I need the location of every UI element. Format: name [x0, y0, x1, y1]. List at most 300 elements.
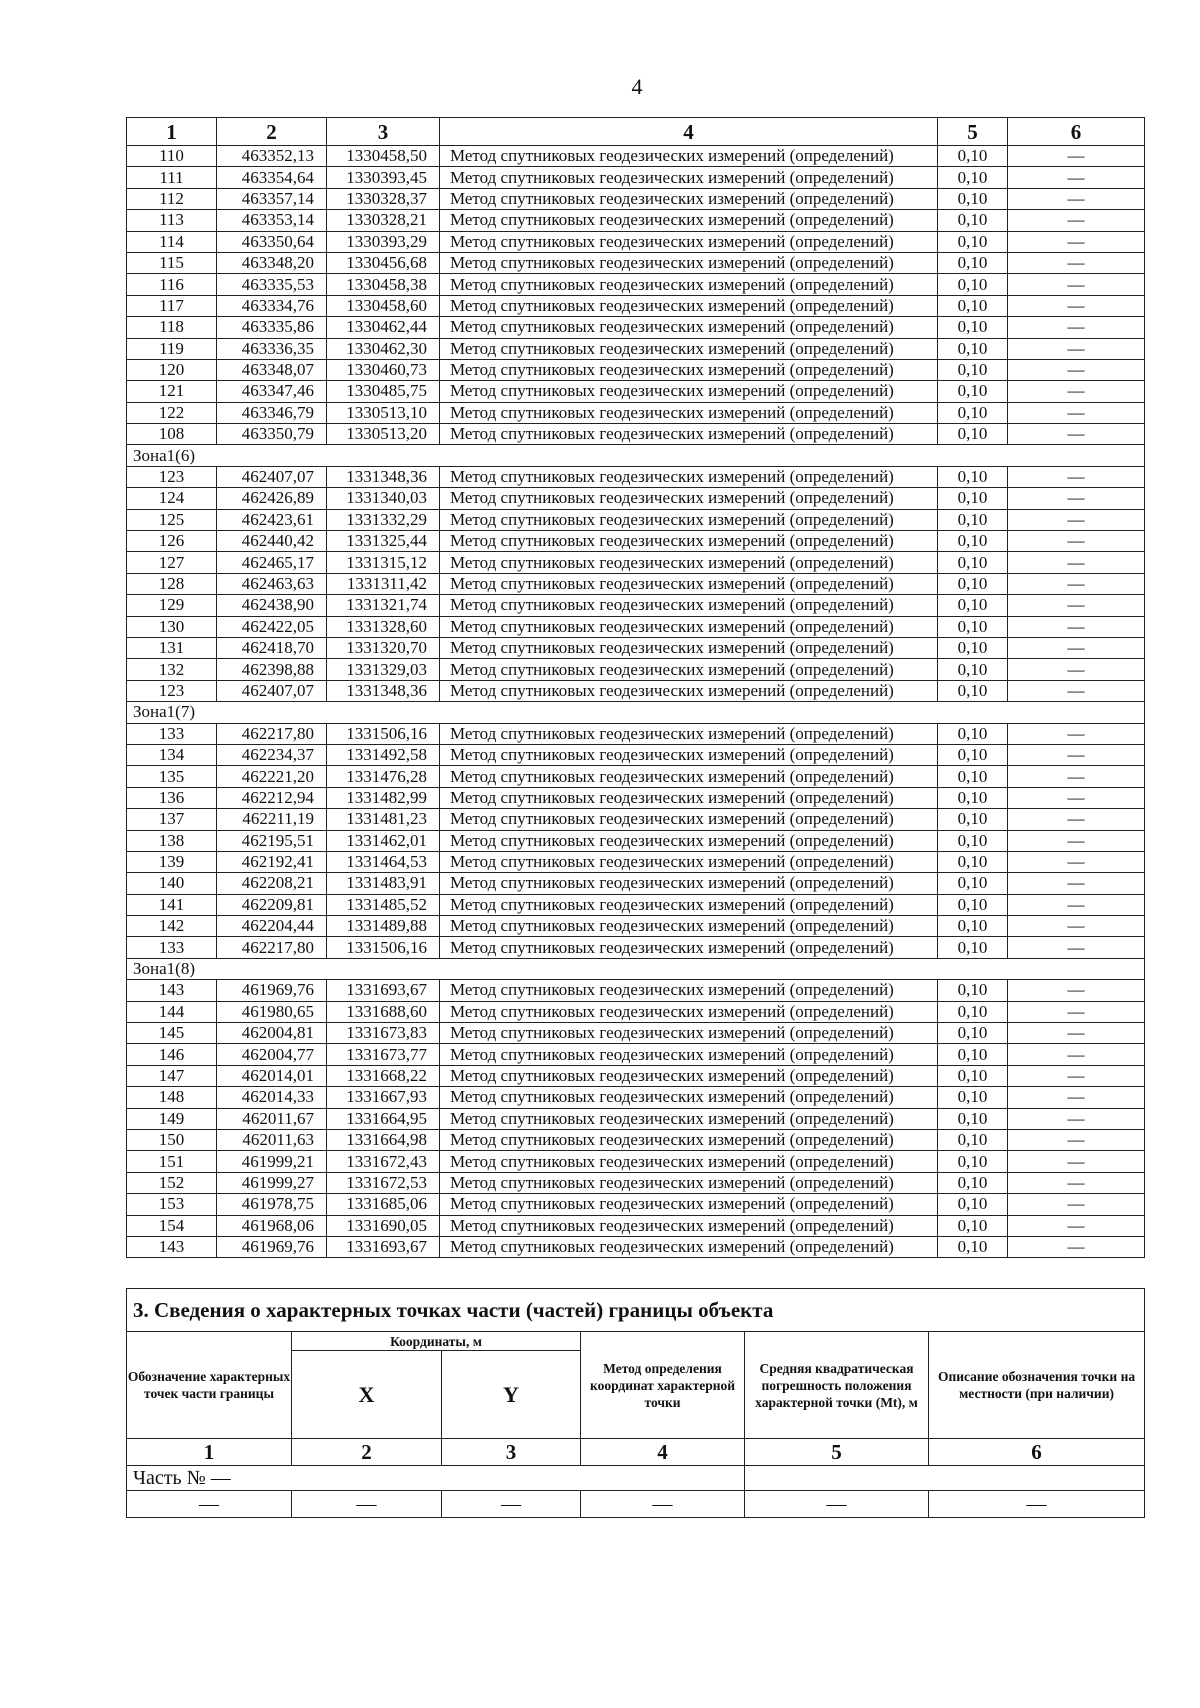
- y-coordinate: 1331311,42: [327, 573, 440, 594]
- column-number: 5: [745, 1439, 929, 1466]
- description-cell: —: [1008, 787, 1145, 808]
- point-number: 139: [127, 851, 217, 872]
- boundary-parts-table: [126, 1288, 1145, 1518]
- header-cell: 1: [127, 118, 217, 146]
- method-cell: Метод спутниковых геодезических измерений (определений): [440, 595, 938, 616]
- point-number: 110: [127, 146, 217, 167]
- x-coordinate: 462463,63: [217, 573, 327, 594]
- y-coordinate: 1330456,68: [327, 252, 440, 273]
- x-coordinate: 463352,13: [217, 146, 327, 167]
- zone-label: Зона1(7): [127, 702, 1145, 723]
- y-coordinate: 1331664,98: [327, 1129, 440, 1150]
- table-row: [127, 1129, 1145, 1150]
- x-coordinate: 461999,21: [217, 1151, 327, 1172]
- x-coordinate: 462465,17: [217, 552, 327, 573]
- table-row: [127, 188, 1145, 209]
- method-cell: Метод спутниковых геодезических измерений (определений): [440, 1001, 938, 1022]
- point-number: 149: [127, 1108, 217, 1129]
- description-cell: —: [1008, 381, 1145, 402]
- x-coordinate: 462407,07: [217, 680, 327, 701]
- description-cell: —: [1008, 338, 1145, 359]
- table-row: [127, 488, 1145, 509]
- method-cell: Метод спутниковых геодезических измерений (определений): [440, 188, 938, 209]
- y-coordinate: 1330462,30: [327, 338, 440, 359]
- x-coordinate: 462209,81: [217, 894, 327, 915]
- x-coordinate: 461999,27: [217, 1172, 327, 1193]
- point-number: 142: [127, 916, 217, 937]
- table-row: [127, 509, 1145, 530]
- part-label: Часть № —: [127, 1466, 745, 1491]
- table-row: [127, 146, 1145, 167]
- x-coordinate: 462195,51: [217, 830, 327, 851]
- table-row: [127, 595, 1145, 616]
- method-cell: Метод спутниковых геодезических измерений (определений): [440, 317, 938, 338]
- accuracy-cell: 0,10: [938, 552, 1008, 573]
- method-cell: Метод спутниковых геодезических измерений (определений): [440, 787, 938, 808]
- zone-row: [127, 958, 1145, 979]
- accuracy-cell: 0,10: [938, 210, 1008, 231]
- table-row: [127, 637, 1145, 658]
- accuracy-cell: 0,10: [938, 1215, 1008, 1236]
- y-coordinate: 1331685,06: [327, 1194, 440, 1215]
- accuracy-cell: 0,10: [938, 531, 1008, 552]
- accuracy-cell: 0,10: [938, 937, 1008, 958]
- y-coordinate: 1330460,73: [327, 359, 440, 380]
- method-cell: Метод спутниковых геодезических измерений (определений): [440, 873, 938, 894]
- x-coordinate: 463336,35: [217, 338, 327, 359]
- y-coordinate: 1331315,12: [327, 552, 440, 573]
- x-coordinate: 463346,79: [217, 402, 327, 423]
- method-cell: Метод спутниковых геодезических измерений (определений): [440, 1108, 938, 1129]
- y-coordinate: 1331462,01: [327, 830, 440, 851]
- accuracy-cell: 0,10: [938, 1001, 1008, 1022]
- header-cell: 6: [1008, 118, 1145, 146]
- method-cell: Метод спутниковых геодезических измерений (определений): [440, 295, 938, 316]
- accuracy-cell: 0,10: [938, 723, 1008, 744]
- table-header-row: [127, 118, 1145, 146]
- description-cell: —: [1008, 488, 1145, 509]
- x-coordinate: 462004,77: [217, 1044, 327, 1065]
- point-number: 145: [127, 1023, 217, 1044]
- table-row: [127, 916, 1145, 937]
- x-coordinate: 462014,33: [217, 1087, 327, 1108]
- x-coordinate: 463348,07: [217, 359, 327, 380]
- designation-header: Обозначение характерных точек части границы: [127, 1332, 292, 1439]
- accuracy-header: Средняя квадратическая погрешность положения характерной точки (Mt), м: [745, 1332, 929, 1439]
- x-coordinate: 462192,41: [217, 851, 327, 872]
- description-cell: —: [1008, 573, 1145, 594]
- method-cell: Метод спутниковых геодезических измерений (определений): [440, 980, 938, 1001]
- accuracy-cell: 0,10: [938, 894, 1008, 915]
- y-coordinate: 1331320,70: [327, 637, 440, 658]
- y-coordinate: 1331332,29: [327, 509, 440, 530]
- header-cell: 4: [440, 118, 938, 146]
- description-cell: —: [1008, 1023, 1145, 1044]
- y-coordinate: 1331690,05: [327, 1215, 440, 1236]
- accuracy-cell: 0,10: [938, 744, 1008, 765]
- table-row: [127, 659, 1145, 680]
- x-coordinate: 463350,64: [217, 231, 327, 252]
- table-row: [127, 1044, 1145, 1065]
- description-cell: —: [1008, 231, 1145, 252]
- point-number: 151: [127, 1151, 217, 1172]
- method-cell: Метод спутниковых геодезических измерений (определений): [440, 680, 938, 701]
- y-coordinate: 1330485,75: [327, 381, 440, 402]
- header-cell: 2: [217, 118, 327, 146]
- point-number: 129: [127, 595, 217, 616]
- description-cell: —: [1008, 659, 1145, 680]
- accuracy-cell: 0,10: [938, 1129, 1008, 1150]
- accuracy-cell: 0,10: [938, 1236, 1008, 1257]
- point-number: 131: [127, 637, 217, 658]
- method-cell: Метод спутниковых геодезических измерений (определений): [440, 274, 938, 295]
- point-number: 123: [127, 680, 217, 701]
- method-cell: Метод спутниковых геодезических измерений (определений): [440, 552, 938, 573]
- method-cell: Метод спутниковых геодезических измерений (определений): [440, 531, 938, 552]
- y-coordinate: 1331673,77: [327, 1044, 440, 1065]
- description-cell: —: [1008, 1108, 1145, 1129]
- accuracy-cell: 0,10: [938, 1087, 1008, 1108]
- description-cell: —: [1008, 1001, 1145, 1022]
- table-row: [127, 1194, 1145, 1215]
- description-cell: —: [1008, 509, 1145, 530]
- table-row: [127, 1151, 1145, 1172]
- point-number: 152: [127, 1172, 217, 1193]
- point-number: 119: [127, 338, 217, 359]
- point-number: 114: [127, 231, 217, 252]
- y-coordinate: 1331348,36: [327, 466, 440, 487]
- accuracy-cell: 0,10: [938, 1065, 1008, 1086]
- description-cell: —: [1008, 1129, 1145, 1150]
- method-cell: Метод спутниковых геодезических измерений (определений): [440, 809, 938, 830]
- coordinates-table: [126, 117, 1145, 1258]
- accuracy-cell: 0,10: [938, 146, 1008, 167]
- table-row: [127, 1108, 1145, 1129]
- empty-cell: —: [292, 1491, 442, 1518]
- y-coordinate: 1331667,93: [327, 1087, 440, 1108]
- accuracy-cell: 0,10: [938, 980, 1008, 1001]
- point-number: 146: [127, 1044, 217, 1065]
- y-coordinate: 1330513,20: [327, 424, 440, 445]
- table-row: [127, 873, 1145, 894]
- description-cell: —: [1008, 851, 1145, 872]
- table-row: [127, 830, 1145, 851]
- method-cell: Метод спутниковых геодезических измерений (определений): [440, 766, 938, 787]
- x-coordinate: 461978,75: [217, 1194, 327, 1215]
- method-cell: Метод спутниковых геодезических измерений (определений): [440, 1236, 938, 1257]
- method-cell: Метод спутниковых геодезических измерений (определений): [440, 466, 938, 487]
- x-coordinate: 463347,46: [217, 381, 327, 402]
- point-number: 127: [127, 552, 217, 573]
- accuracy-cell: 0,10: [938, 424, 1008, 445]
- y-coordinate: 1330393,45: [327, 167, 440, 188]
- y-coordinate: 1331672,53: [327, 1172, 440, 1193]
- point-number: 143: [127, 980, 217, 1001]
- accuracy-cell: 0,10: [938, 873, 1008, 894]
- x-coordinate: 463335,86: [217, 317, 327, 338]
- description-cell: —: [1008, 552, 1145, 573]
- y-coordinate: 1331464,53: [327, 851, 440, 872]
- x-coordinate: 462440,42: [217, 531, 327, 552]
- table-row: [127, 210, 1145, 231]
- x-coordinate: 462217,80: [217, 937, 327, 958]
- y-coordinate: 1330513,10: [327, 402, 440, 423]
- y-coordinate: 1331328,60: [327, 616, 440, 637]
- y-coordinate: 1331489,88: [327, 916, 440, 937]
- point-number: 121: [127, 381, 217, 402]
- accuracy-cell: 0,10: [938, 167, 1008, 188]
- table-row: [127, 680, 1145, 701]
- accuracy-cell: 0,10: [938, 252, 1008, 273]
- method-cell: Метод спутниковых геодезических измерений (определений): [440, 1129, 938, 1150]
- point-number: 120: [127, 359, 217, 380]
- table-row: [127, 937, 1145, 958]
- zone-row: [127, 445, 1145, 466]
- point-number: 133: [127, 937, 217, 958]
- column-number: 4: [581, 1439, 745, 1466]
- y-coordinate: 1331664,95: [327, 1108, 440, 1129]
- x-coordinate: 462418,70: [217, 637, 327, 658]
- description-cell: —: [1008, 402, 1145, 423]
- method-cell: Метод спутниковых геодезических измерений (определений): [440, 359, 938, 380]
- table-row: [127, 787, 1145, 808]
- point-number: 147: [127, 1065, 217, 1086]
- accuracy-cell: 0,10: [938, 787, 1008, 808]
- y-coordinate: 1331506,16: [327, 937, 440, 958]
- table-row: [127, 466, 1145, 487]
- point-number: 122: [127, 402, 217, 423]
- method-cell: Метод спутниковых геодезических измерений (определений): [440, 381, 938, 402]
- description-cell: —: [1008, 809, 1145, 830]
- table-row: [127, 252, 1145, 273]
- point-number: 150: [127, 1129, 217, 1150]
- empty-cell: —: [127, 1491, 292, 1518]
- accuracy-cell: 0,10: [938, 637, 1008, 658]
- method-cell: Метод спутниковых геодезических измерений (определений): [440, 573, 938, 594]
- method-cell: Метод спутниковых геодезических измерений (определений): [440, 659, 938, 680]
- description-cell: —: [1008, 188, 1145, 209]
- x-coordinate: 461968,06: [217, 1215, 327, 1236]
- x-coordinate: 462426,89: [217, 488, 327, 509]
- method-cell: Метод спутниковых геодезических измерений (определений): [440, 723, 938, 744]
- y-header: Y: [442, 1351, 581, 1439]
- y-coordinate: 1330458,60: [327, 295, 440, 316]
- point-number: 153: [127, 1194, 217, 1215]
- accuracy-cell: 0,10: [938, 1023, 1008, 1044]
- description-cell: —: [1008, 424, 1145, 445]
- x-coordinate: 463334,76: [217, 295, 327, 316]
- table-row: [127, 1172, 1145, 1193]
- method-cell: Метод спутниковых геодезических измерений (определений): [440, 1151, 938, 1172]
- accuracy-cell: 0,10: [938, 616, 1008, 637]
- part-empty-cell: [745, 1466, 1145, 1491]
- point-number: 124: [127, 488, 217, 509]
- x-coordinate: 462438,90: [217, 595, 327, 616]
- column-number: 2: [292, 1439, 442, 1466]
- point-number: 137: [127, 809, 217, 830]
- x-coordinate: 463350,79: [217, 424, 327, 445]
- description-cell: —: [1008, 1065, 1145, 1086]
- table-row: [127, 402, 1145, 423]
- x-coordinate: 462234,37: [217, 744, 327, 765]
- description-cell: —: [1008, 1194, 1145, 1215]
- table-row: [127, 552, 1145, 573]
- description-cell: —: [1008, 146, 1145, 167]
- x-coordinate: 462422,05: [217, 616, 327, 637]
- method-cell: Метод спутниковых геодезических измерений (определений): [440, 937, 938, 958]
- y-coordinate: 1331340,03: [327, 488, 440, 509]
- y-coordinate: 1330328,21: [327, 210, 440, 231]
- point-number: 140: [127, 873, 217, 894]
- x-coordinate: 462208,21: [217, 873, 327, 894]
- accuracy-cell: 0,10: [938, 1108, 1008, 1129]
- table-row: [127, 980, 1145, 1001]
- x-header: X: [292, 1351, 442, 1439]
- point-number: 135: [127, 766, 217, 787]
- method-cell: Метод спутниковых геодезических измерений (определений): [440, 231, 938, 252]
- point-number: 134: [127, 744, 217, 765]
- accuracy-cell: 0,10: [938, 1151, 1008, 1172]
- accuracy-cell: 0,10: [938, 359, 1008, 380]
- table-row: [127, 1087, 1145, 1108]
- y-coordinate: 1331693,67: [327, 980, 440, 1001]
- x-coordinate: 462407,07: [217, 466, 327, 487]
- description-cell: —: [1008, 723, 1145, 744]
- accuracy-cell: 0,10: [938, 680, 1008, 701]
- y-coordinate: 1330458,50: [327, 146, 440, 167]
- description-cell: —: [1008, 167, 1145, 188]
- y-coordinate: 1331673,83: [327, 1023, 440, 1044]
- accuracy-cell: 0,10: [938, 766, 1008, 787]
- empty-cell: —: [745, 1491, 929, 1518]
- method-cell: Метод спутниковых геодезических измерений (определений): [440, 424, 938, 445]
- column-numbers-row: [127, 1439, 1145, 1466]
- description-cell: —: [1008, 766, 1145, 787]
- method-cell: Метод спутниковых геодезических измерений (определений): [440, 851, 938, 872]
- method-cell: Метод спутниковых геодезических измерений (определений): [440, 744, 938, 765]
- table-row: [127, 766, 1145, 787]
- description-cell: —: [1008, 210, 1145, 231]
- method-cell: Метод спутниковых геодезических измерений (определений): [440, 1044, 938, 1065]
- method-cell: Метод спутниковых геодезических измерений (определений): [440, 210, 938, 231]
- accuracy-cell: 0,10: [938, 1194, 1008, 1215]
- x-coordinate: 462004,81: [217, 1023, 327, 1044]
- description-cell: —: [1008, 937, 1145, 958]
- accuracy-cell: 0,10: [938, 509, 1008, 530]
- description-cell: —: [1008, 1151, 1145, 1172]
- point-number: 111: [127, 167, 217, 188]
- point-number: 148: [127, 1087, 217, 1108]
- description-cell: —: [1008, 295, 1145, 316]
- table-row: [127, 1065, 1145, 1086]
- accuracy-cell: 0,10: [938, 809, 1008, 830]
- description-cell: —: [1008, 274, 1145, 295]
- table-row: [127, 1236, 1145, 1257]
- description-header: Описание обозначения точки на местности (при наличии): [929, 1332, 1145, 1439]
- point-number: 118: [127, 317, 217, 338]
- point-number: 138: [127, 830, 217, 851]
- method-cell: Метод спутниковых геодезических измерений (определений): [440, 637, 938, 658]
- x-coordinate: 463353,14: [217, 210, 327, 231]
- description-cell: —: [1008, 1087, 1145, 1108]
- x-coordinate: 462204,44: [217, 916, 327, 937]
- point-number: 136: [127, 787, 217, 808]
- point-number: 108: [127, 424, 217, 445]
- method-cell: Метод спутниковых геодезических измерений (определений): [440, 1172, 938, 1193]
- y-coordinate: 1331325,44: [327, 531, 440, 552]
- y-coordinate: 1331693,67: [327, 1236, 440, 1257]
- table-row: [127, 809, 1145, 830]
- accuracy-cell: 0,10: [938, 188, 1008, 209]
- point-number: 130: [127, 616, 217, 637]
- x-coordinate: 462212,94: [217, 787, 327, 808]
- point-number: 143: [127, 1236, 217, 1257]
- y-coordinate: 1331348,36: [327, 680, 440, 701]
- description-cell: —: [1008, 1044, 1145, 1065]
- empty-row: [127, 1491, 1145, 1518]
- y-coordinate: 1331481,23: [327, 809, 440, 830]
- method-cell: Метод спутниковых геодезических измерений (определений): [440, 167, 938, 188]
- y-coordinate: 1331485,52: [327, 894, 440, 915]
- description-cell: —: [1008, 916, 1145, 937]
- y-coordinate: 1331329,03: [327, 659, 440, 680]
- table-row: [127, 424, 1145, 445]
- table-row: [127, 1023, 1145, 1044]
- description-cell: —: [1008, 744, 1145, 765]
- table-row: [127, 167, 1145, 188]
- header-cell: 3: [327, 118, 440, 146]
- x-coordinate: 462423,61: [217, 509, 327, 530]
- header-cell: 5: [938, 118, 1008, 146]
- table-row: [127, 851, 1145, 872]
- table-row: [127, 317, 1145, 338]
- accuracy-cell: 0,10: [938, 381, 1008, 402]
- accuracy-cell: 0,10: [938, 295, 1008, 316]
- description-cell: —: [1008, 466, 1145, 487]
- table-row: [127, 744, 1145, 765]
- point-number: 123: [127, 466, 217, 487]
- column-number: 6: [929, 1439, 1145, 1466]
- x-coordinate: 462221,20: [217, 766, 327, 787]
- point-number: 141: [127, 894, 217, 915]
- accuracy-cell: 0,10: [938, 466, 1008, 487]
- accuracy-cell: 0,10: [938, 231, 1008, 252]
- method-cell: Метод спутниковых геодезических измерений (определений): [440, 894, 938, 915]
- accuracy-cell: 0,10: [938, 274, 1008, 295]
- description-cell: —: [1008, 1236, 1145, 1257]
- table-row: [127, 1215, 1145, 1236]
- method-cell: Метод спутниковых геодезических измерений (определений): [440, 488, 938, 509]
- point-number: 112: [127, 188, 217, 209]
- y-coordinate: 1331321,74: [327, 595, 440, 616]
- description-cell: —: [1008, 616, 1145, 637]
- point-number: 133: [127, 723, 217, 744]
- point-number: 132: [127, 659, 217, 680]
- accuracy-cell: 0,10: [938, 573, 1008, 594]
- description-cell: —: [1008, 531, 1145, 552]
- x-coordinate: 461969,76: [217, 1236, 327, 1257]
- accuracy-cell: 0,10: [938, 1044, 1008, 1065]
- description-cell: —: [1008, 1172, 1145, 1193]
- point-number: 117: [127, 295, 217, 316]
- description-cell: —: [1008, 595, 1145, 616]
- method-cell: Метод спутниковых геодезических измерений (определений): [440, 830, 938, 851]
- column-number: 3: [442, 1439, 581, 1466]
- y-coordinate: 1331672,43: [327, 1151, 440, 1172]
- x-coordinate: 462398,88: [217, 659, 327, 680]
- accuracy-cell: 0,10: [938, 402, 1008, 423]
- method-header: Метод определения координат характерной точки: [581, 1332, 745, 1439]
